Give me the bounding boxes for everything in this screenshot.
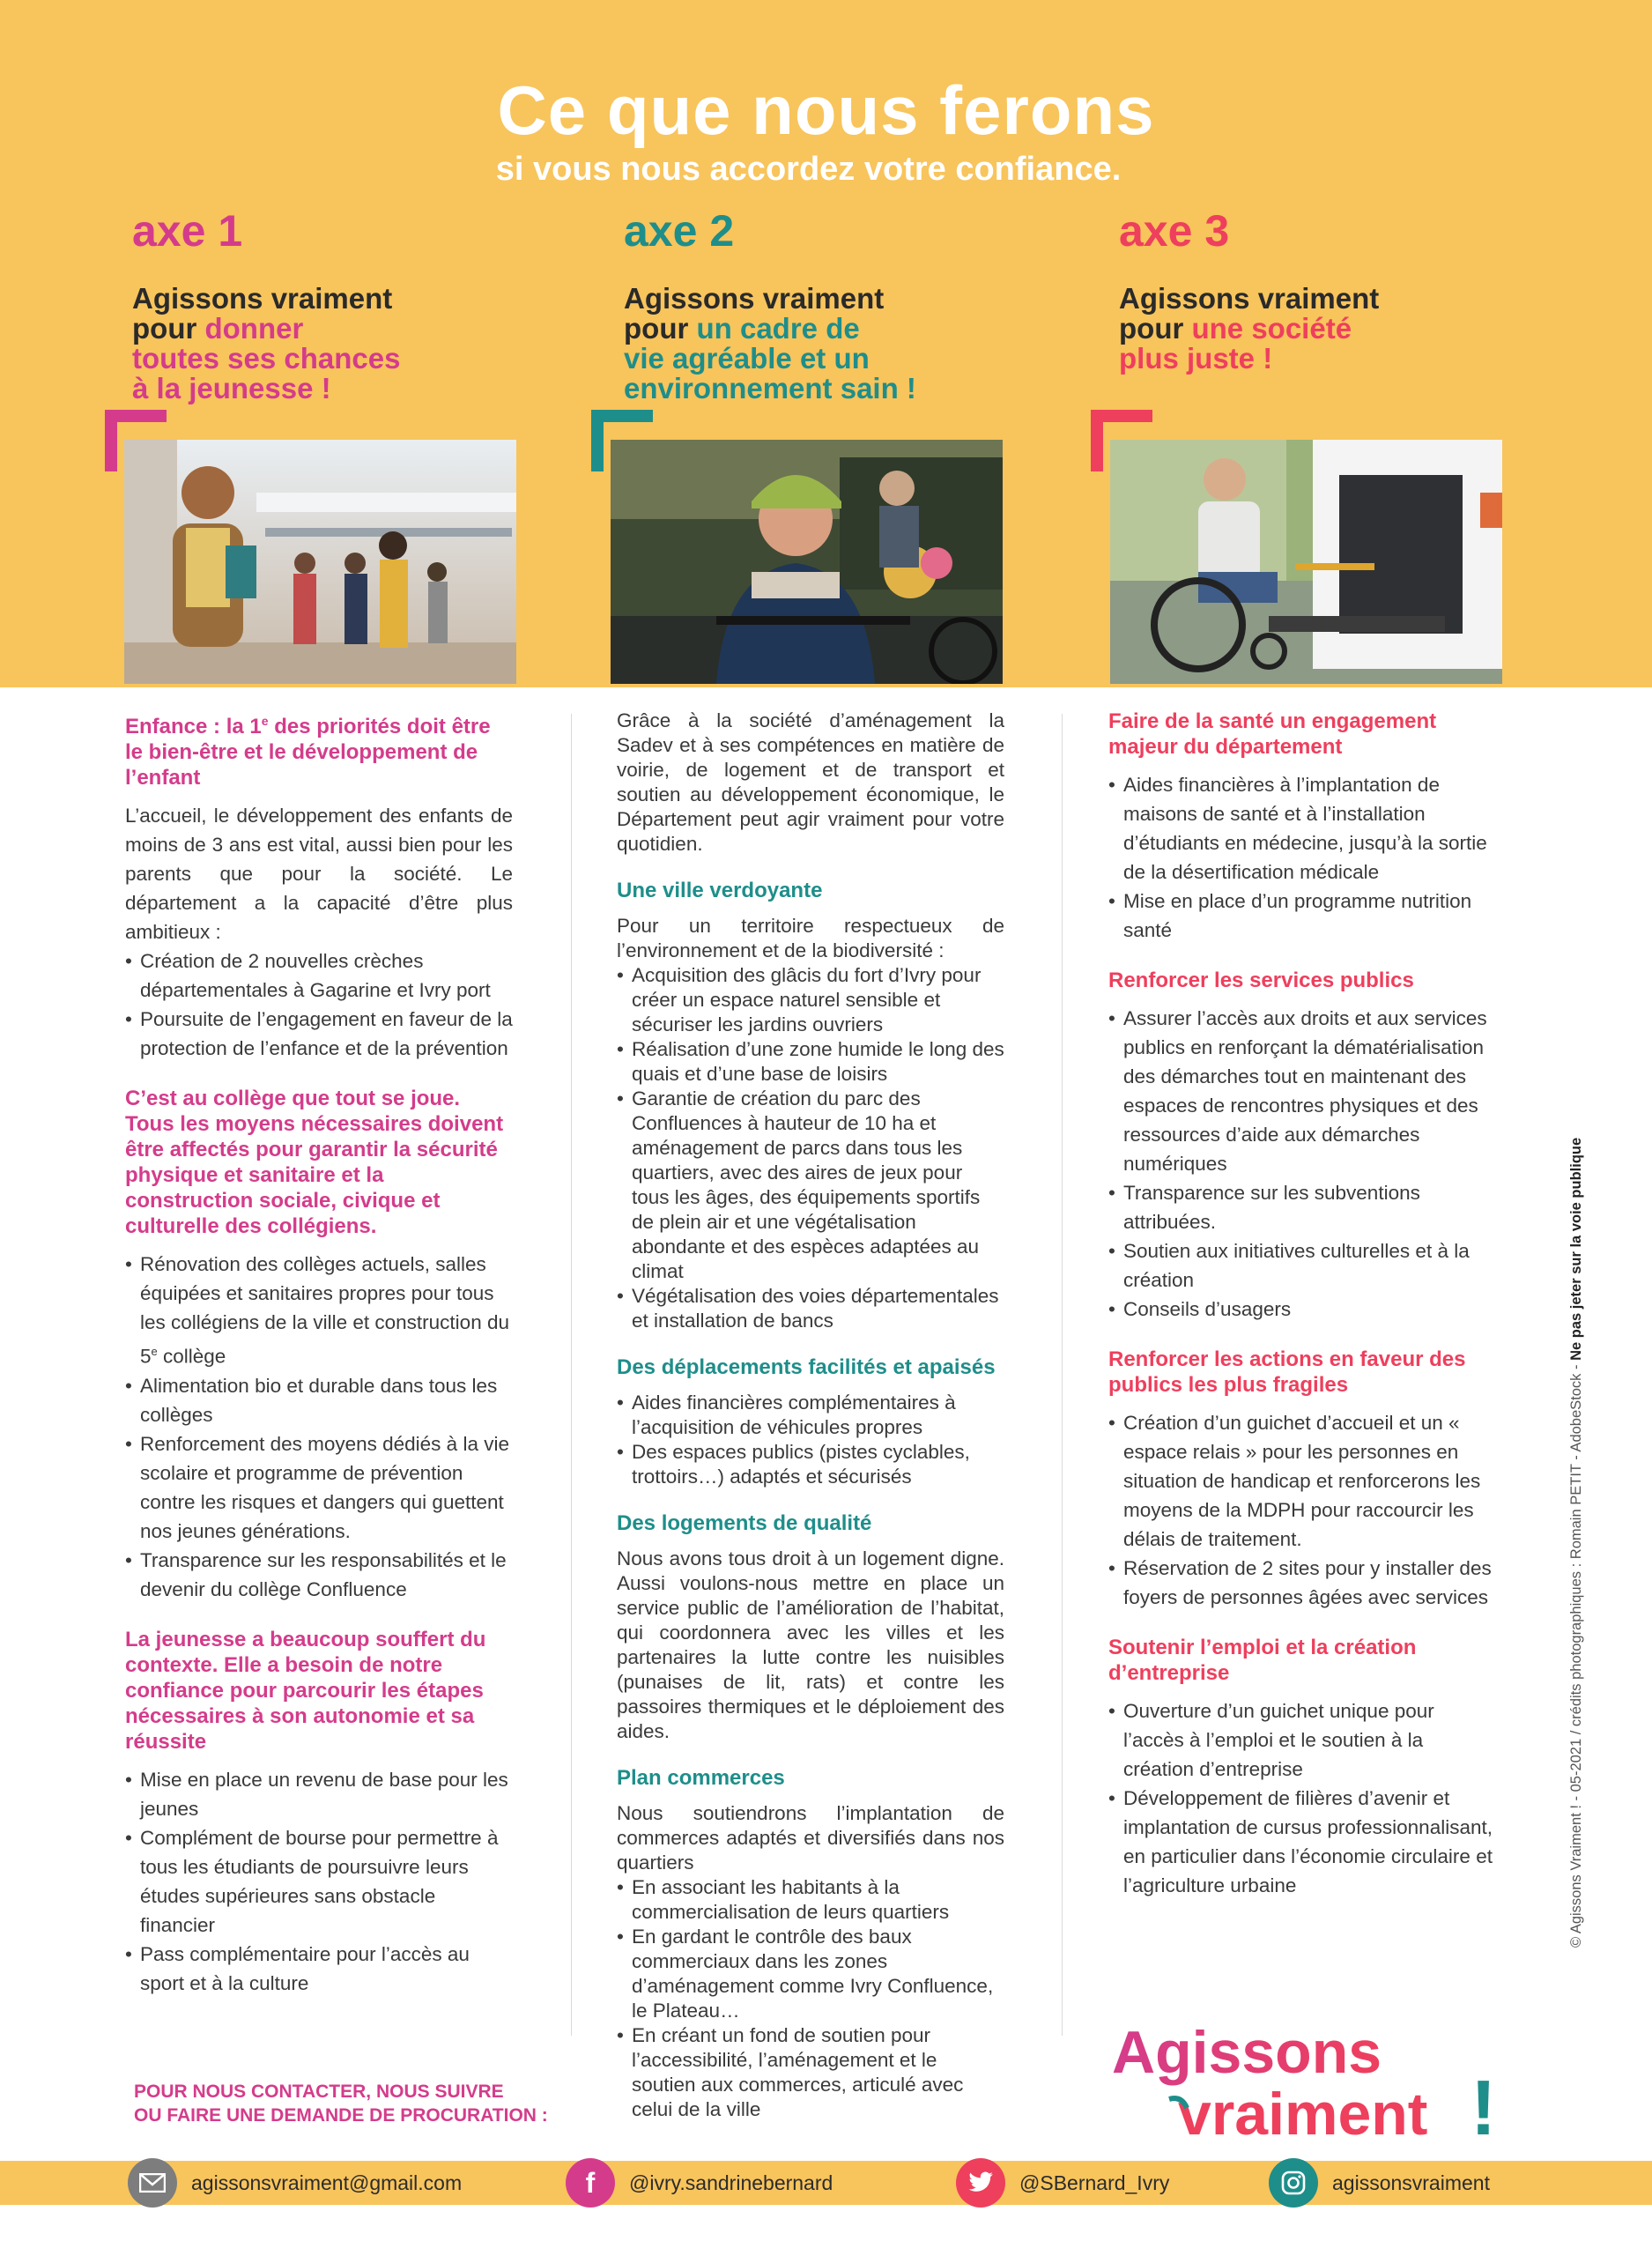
paragraph: Pour un territoire respectueux de l’environnement et de la biodiversité : (617, 915, 1004, 961)
list-item-text: collège (157, 1345, 226, 1368)
section-title: Des logements de qualité (617, 1511, 872, 1535)
list-item: • Développement de filières d’avenir et implantation de cursus professionnalisant, en particulier dans l’économie circulaire et l’agriculture urbaine (1108, 1784, 1496, 1900)
axis-3-photo (1110, 429, 1507, 685)
list-item: • Mise en place d’un programme nutrition santé (1108, 887, 1496, 945)
axis-title (132, 284, 590, 404)
section-title: Faire de la santé un engagement majeur du département (1108, 709, 1437, 759)
list-item: • Ouverture d’un guichet unique pour l’accès à l’emploi et le soutien à la création d’entreprise (1108, 1696, 1496, 1784)
axis-title-line: toutes ses chances (132, 342, 401, 375)
students-photo (124, 440, 516, 684)
axis-title-line: à la jeunesse ! (132, 372, 331, 404)
paragraph: L’accueil, le développement des enfants de moins de 3 ans est vital, aussi bien pour les parents que pour la société. Le département a la capacité d’être plus ambitieux : (125, 805, 513, 943)
axis-2-header (624, 204, 1082, 404)
section-title-part: Enfance : la 1 (125, 715, 262, 738)
axis-label: axe 3 (1119, 206, 1230, 256)
bullet-list (1108, 770, 1496, 945)
wheelchair-van-photo (1110, 440, 1502, 684)
list-item: • Mise en place un revenu de base pour les jeunes (125, 1765, 513, 1823)
axis-1-header (132, 204, 590, 404)
social-text[interactable]: @SBernard_Ivry (1019, 2171, 1170, 2194)
list-item: • Création de 2 nouvelles crèches départementales à Gagarine et Ivry port (125, 946, 513, 1005)
page-title: Ce que nous ferons (497, 71, 1155, 149)
social-text[interactable]: agissonsvraiment (1332, 2171, 1490, 2194)
axis-label: axe 2 (624, 206, 735, 256)
agissons-vraiment-logo (1108, 2018, 1530, 2150)
list-item: • Conseils d’usagers (1108, 1295, 1496, 1324)
list-item: • Assurer l’accès aux droits et aux services publics en renforçant la dématérialisation des démarches tout en maintenant des espaces de rencontres physiques et des ressources d’aide aux démarches numériques (1108, 1004, 1496, 1178)
section-title: Des déplacements facilités et apaisés (617, 1355, 996, 1379)
list-item: • Aides financières complémentaires à l’acquisition de véhicules propres (617, 1391, 1004, 1440)
list-item: • Aides financières à l’implantation de maisons de santé et à l’installation d’étudiants en médecine, jusqu’à la sortie de la désertification médicale (1108, 770, 1496, 887)
axis-title (1119, 284, 1577, 374)
list-item: • En associant les habitants à la commercialisation de leurs quartiers (617, 1875, 1004, 1925)
list-item: • En gardant le contrôle des baux commerciaux dans les zones d’aménagement comme Ivry Confluence, le Plateau… (617, 1925, 1004, 2023)
list-item: • Renforcement des moyens dédiés à la vie scolaire et programme de prévention contre les risques et dangers qui guettent nos jeunes générations. (125, 1429, 513, 1546)
section-title-part: des priorités doit être le bien-être et le développement de l’enfant (125, 715, 491, 790)
axis-title-lead: Agissons vraiment (1119, 282, 1380, 315)
list-item: • Complément de bourse pour permettre à tous les étudiants de poursuivre leurs études supérieures sans obstacle financier (125, 1823, 513, 1940)
axis-2-photo (611, 429, 1007, 685)
social-text[interactable]: @ivry.sandrinebernard (629, 2171, 833, 2194)
facebook-icon: f (566, 2158, 615, 2208)
list-item: • Des espaces publics (pistes cyclables, trottoirs…) adaptés et sécurisés (617, 1440, 1004, 1489)
axis-title-line: environnement sain ! (624, 372, 916, 404)
bullet-list (125, 1250, 513, 1604)
section-title: Une ville verdoyante (617, 879, 823, 902)
column-divider (1062, 714, 1063, 2036)
axis-3-header (1119, 204, 1577, 374)
axis-title-line: vie agréable et un (624, 342, 870, 375)
list-item: • En créant un fond de soutien pour l’accessibilité, l’aménagement et le soutien aux commerces, articulé avec celui de la ville (617, 2023, 1004, 2122)
logo-mark: ! (1471, 2064, 1497, 2150)
list-item: • Pass complémentaire pour l’accès au sport et à la culture (125, 1940, 513, 1998)
list-item: • Soutien aux initiatives culturelles et à la création (1108, 1236, 1496, 1295)
axis-title-pour: pour (132, 312, 205, 345)
axis-title-lead: Agissons vraiment (624, 282, 885, 315)
section-title: Renforcer les actions en faveur des publics les plus fragiles (1108, 1347, 1466, 1397)
superscript: e (151, 1345, 158, 1358)
bullet-list (125, 946, 513, 1063)
list-item: • Réalisation d’une zone humide le long des quais et d’une base de loisirs (617, 1037, 1004, 1087)
bullet-list (1108, 1408, 1496, 1612)
logo-line1: Agissons (1112, 2019, 1382, 2086)
section-title: C’est au collège que tout se joue. Tous les moyens nécessaires doivent être affectés pour garantir la sécurité physique et sanitaire et la construction sociale, civique et culturelle des collégiens. (125, 1087, 504, 1238)
axis-title-line: plus juste ! (1119, 342, 1273, 375)
bullet-list (1108, 1696, 1496, 1900)
cyclist-photo (611, 440, 1003, 684)
bullet-list (1108, 1004, 1496, 1324)
social-twitter[interactable] (956, 2156, 1169, 2210)
list-item: • Garantie de création du parc des Confluences à hauteur de 10 ha et aménagement de parcs dans tous les quartiers, avec des aires de jeux pour tous les âges, des équipements sportifs de plein air et une végétalisation abondante et des espèces adaptées au climat (617, 1087, 1004, 1284)
column-1 (125, 709, 513, 1998)
axis-title-lead: Agissons vraiment (132, 282, 393, 315)
section-title: La jeunesse a beaucoup souffert du contexte. Elle a besoin de notre confiance pour parcourir les étapes nécessaires à son autonomie et sa réussite (125, 1627, 486, 1754)
superscript: e (261, 714, 269, 728)
page-subtitle: si vous nous accordez votre confiance. (495, 151, 1122, 188)
axis-title-line: une société (1191, 312, 1352, 345)
axis-title-line: donner (204, 312, 304, 345)
social-facebook[interactable] (566, 2156, 833, 2210)
instagram-icon (1269, 2158, 1318, 2208)
list-item: • Réservation de 2 sites pour y installer des foyers de personnes âgées avec services (1108, 1554, 1496, 1612)
list-item: • Transparence sur les responsabilités et le devenir du collège Confluence (125, 1546, 513, 1604)
list-item: • Poursuite de l’engagement en faveur de la protection de l’enfance et de la prévention (125, 1005, 513, 1063)
contact-line: POUR NOUS CONTACTER, NOUS SUIVRE (134, 2082, 504, 2102)
list-item: • Acquisition des glâcis du fort d’Ivry pour créer un espace naturel sensible et sécuriser les jardins ouvriers (617, 963, 1004, 1037)
bullet-list (617, 1391, 1004, 1489)
social-email[interactable] (128, 2156, 462, 2210)
axis-title-line: un cadre de (696, 312, 860, 345)
section-title: Plan commerces (617, 1766, 785, 1790)
credit-text: © Agissons Vraiment ! - 05-2021 / crédits photographiques : Romain PETIT - AdobeStock - (1568, 1360, 1584, 1948)
bullet-list (617, 963, 1004, 1333)
axis-title-pour: pour (624, 312, 697, 345)
axis-1-photo (124, 429, 521, 685)
list-item-text: Rénovation des collèges actuels, salles équipées et sanitaires propres pour tous les collégiens de la ville et construction du 5 (140, 1253, 509, 1368)
contact-line: OU FAIRE UNE DEMANDE DE PROCURATION : (134, 2105, 548, 2126)
twitter-icon (956, 2158, 1005, 2208)
contact-heading (134, 2080, 548, 2127)
section-title: Soutenir l’emploi et la création d’entreprise (1108, 1636, 1417, 1685)
section-title: Renforcer les services publics (1108, 968, 1414, 992)
section-title (125, 709, 513, 790)
logo-line2: vraiment (1178, 2081, 1428, 2148)
list-item: • Alimentation bio et durable dans tous les collèges (125, 1371, 513, 1429)
list-item: • Végétalisation des voies départementales et installation de bancs (617, 1284, 1004, 1333)
list-item: • Transparence sur les subventions attribuées. (1108, 1178, 1496, 1236)
list-item: • Création d’un guichet d’accueil et un « espace relais » pour les personnes en situation de handicap et renforcerons les moyens de la MDPH pour raccourcir les délais de traitement. (1108, 1408, 1496, 1554)
headline (0, 70, 1652, 189)
paragraph: Nous soutiendrons l’implantation de commerces adaptés et diversifiés dans nos quartiers (617, 1802, 1004, 1874)
column-3 (1108, 709, 1496, 1900)
bullet-list (617, 1875, 1004, 2122)
bullet-list (125, 1765, 513, 1998)
credit-warning: Ne pas jeter sur la voie publique (1568, 1137, 1584, 1361)
social-instagram[interactable] (1269, 2156, 1490, 2210)
column-2 (617, 709, 1004, 2122)
axis-title-pour: pour (1119, 312, 1192, 345)
photo-credit (1568, 978, 1585, 1948)
paragraph: Grâce à la société d’aménagement la Sadev et à ses compétences en matière de voirie, de logement et de transport et soutien au développement économique, le Département peut agir vraiment pour votre quotidien. (617, 709, 1004, 855)
social-text[interactable]: agissonsvraiment@gmail.com (191, 2171, 463, 2194)
paragraph: Nous avons tous droit à un logement digne. Aussi voulons-nous mettre en place un service public de l’amélioration de l’habitat, qui coordonnera avec les villes et les partenaires la lutte contre les nuisibles (punaises de lit, rats) et contre les passoires thermiques et le déploiement des aides. (617, 1547, 1004, 1742)
axis-title (624, 284, 1082, 404)
list-item (125, 1250, 513, 1371)
mail-icon (128, 2158, 177, 2208)
axis-label: axe 1 (132, 206, 243, 256)
column-divider (571, 714, 572, 2036)
